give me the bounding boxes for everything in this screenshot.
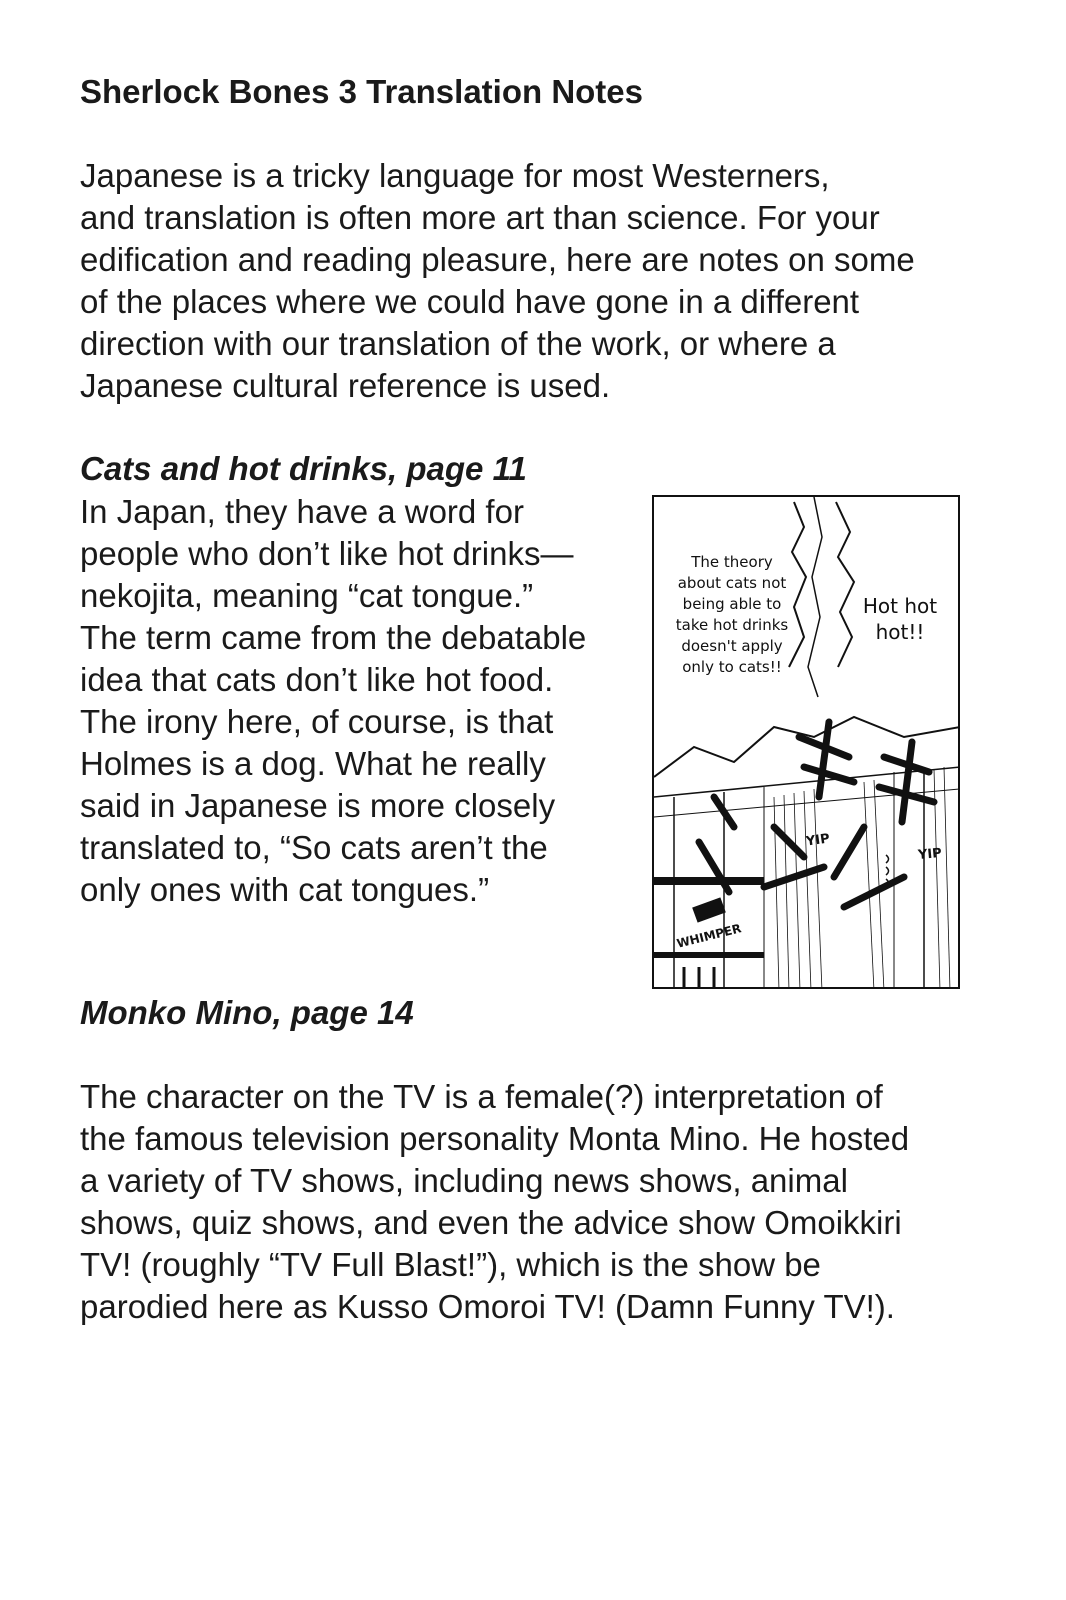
bubble-line: The theory bbox=[691, 553, 773, 571]
section-cats-hot-drinks-body bbox=[80, 491, 640, 911]
body-line: parodied here as Kusso Omoroi TV! (Damn Funny TV!). bbox=[80, 1288, 895, 1325]
bubble-line: about cats not bbox=[677, 574, 787, 592]
sfx-yip: YIP bbox=[805, 831, 831, 850]
intro-line: Japanese is a tricky language for most Westerners, bbox=[80, 157, 830, 194]
body-line: shows, quiz shows, and even the advice show Omoikkiri bbox=[80, 1204, 902, 1241]
intro-paragraph bbox=[80, 155, 1010, 407]
body-line: people who don’t like hot drinks— bbox=[80, 535, 574, 572]
speech-bubble-theory bbox=[662, 552, 802, 678]
body-line: said in Japanese is more closely bbox=[80, 787, 556, 824]
body-line: idea that cats don’t like hot food. bbox=[80, 661, 554, 698]
speech-bubble-hot-hot bbox=[850, 593, 950, 645]
bubble-line: doesn't apply bbox=[681, 637, 783, 655]
bubble-line: only to cats!! bbox=[682, 658, 782, 676]
intro-line: of the places where we could have gone in a different bbox=[80, 283, 860, 320]
section-heading-monko-mino: Monko Mino, page 14 bbox=[80, 994, 414, 1031]
body-line: The term came from the debatable bbox=[80, 619, 587, 656]
body-line: translated to, “So cats aren’t the bbox=[80, 829, 548, 866]
body-line: Holmes is a dog. What he really bbox=[80, 745, 546, 782]
intro-line: direction with our translation of the work, or where a bbox=[80, 325, 836, 362]
body-line: nekojita, meaning “cat tongue.” bbox=[80, 577, 534, 614]
manga-panel-illustration bbox=[652, 495, 960, 989]
body-line: TV! (roughly “TV Full Blast!”), which is the show be bbox=[80, 1246, 821, 1283]
bubble-line: hot!! bbox=[875, 620, 925, 644]
intro-line: edification and reading pleasure, here are notes on some bbox=[80, 241, 915, 278]
bubble-line: Hot hot bbox=[862, 594, 938, 618]
body-line: only ones with cat tongues.” bbox=[80, 871, 490, 908]
page-title: Sherlock Bones 3 Translation Notes bbox=[80, 73, 643, 110]
bubble-line: take hot drinks bbox=[675, 616, 789, 634]
body-line: The irony here, of course, is that bbox=[80, 703, 554, 740]
sfx-whimper: WHIMPER bbox=[675, 921, 743, 951]
intro-line: and translation is often more art than science. For your bbox=[80, 199, 880, 236]
sfx-yip: YIP bbox=[917, 845, 943, 864]
body-line: a variety of TV shows, including news shows, animal bbox=[80, 1162, 848, 1199]
body-line: The character on the TV is a female(?) interpretation of bbox=[80, 1078, 883, 1115]
bubble-line: being able to bbox=[682, 595, 782, 613]
intro-line: Japanese cultural reference is used. bbox=[80, 367, 611, 404]
section-heading-cats-hot-drinks: Cats and hot drinks, page 11 bbox=[80, 450, 527, 487]
body-line: the famous television personality Monta Mino. He hosted bbox=[80, 1120, 910, 1157]
body-line: In Japan, they have a word for bbox=[80, 493, 524, 530]
section-monko-mino-body bbox=[80, 1076, 1020, 1328]
